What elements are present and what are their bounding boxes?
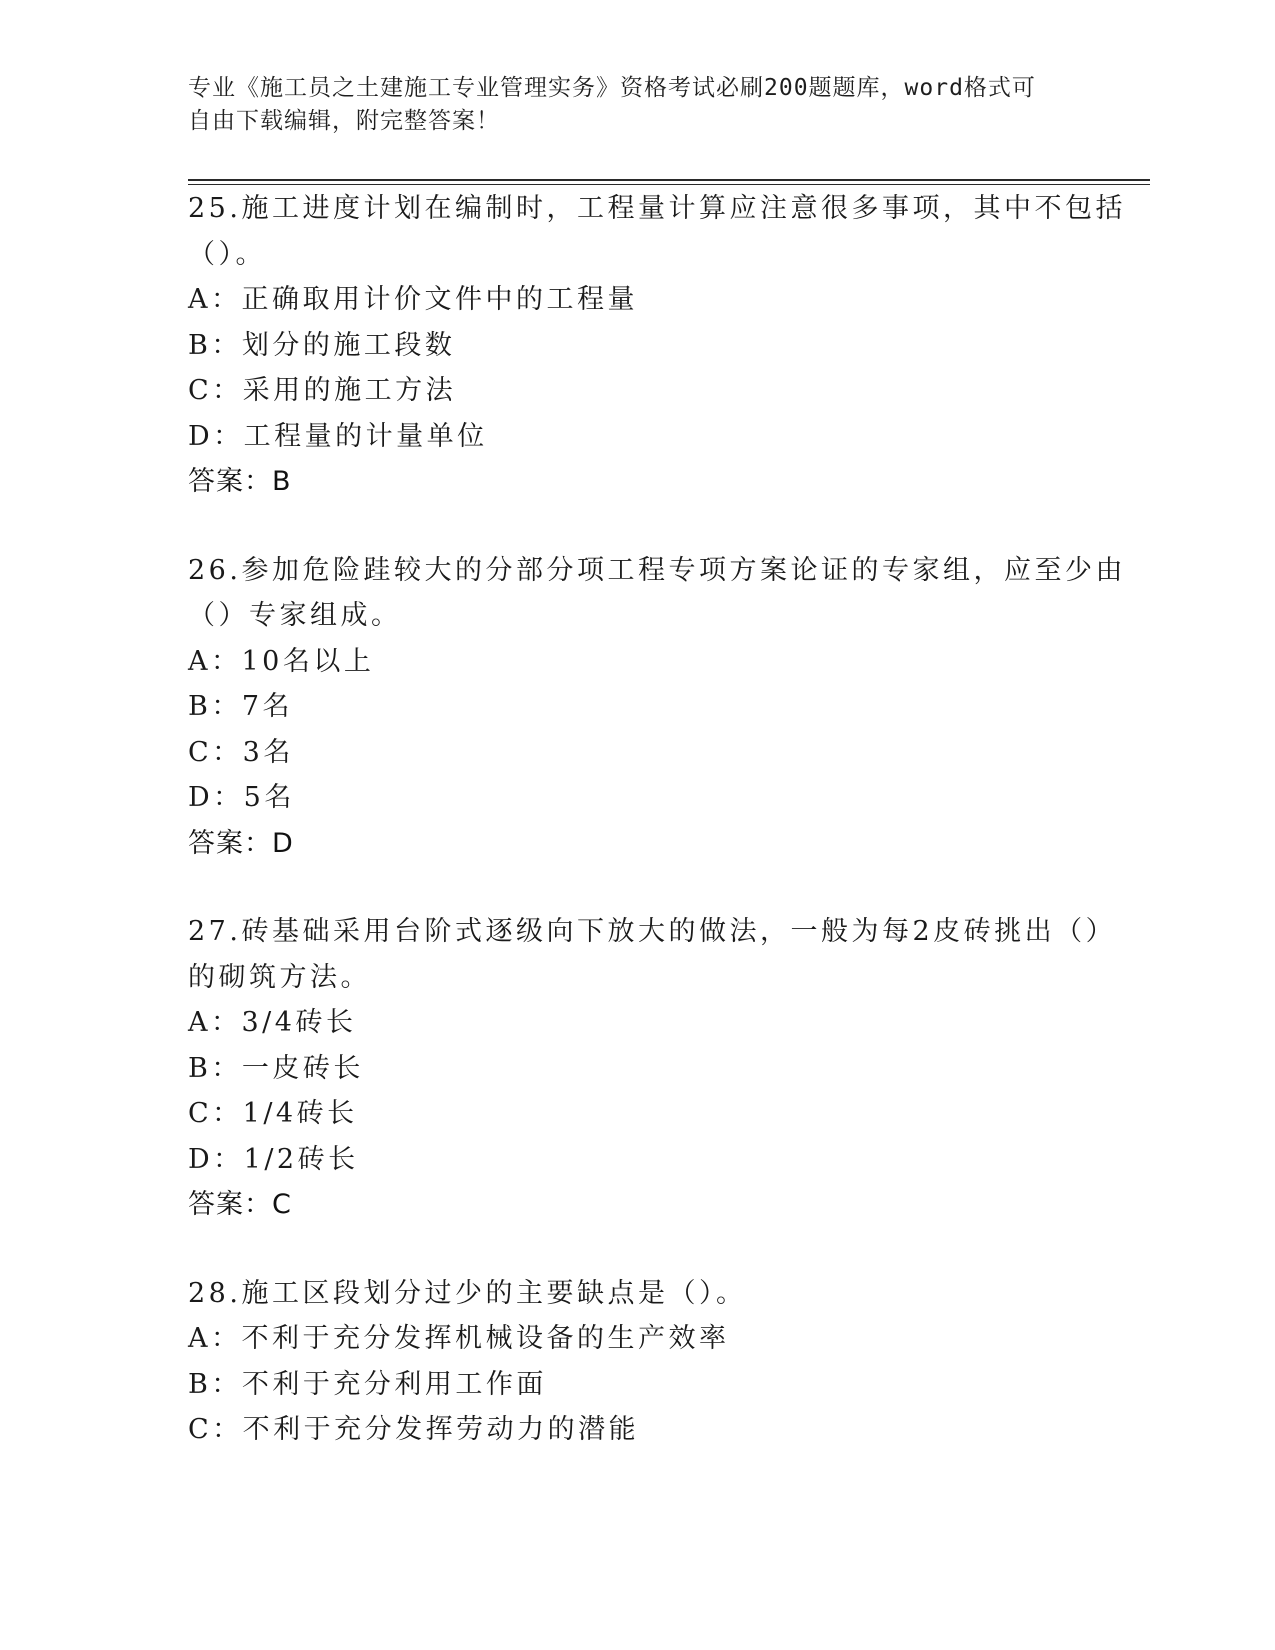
option-d: D：工程量的计量单位 <box>188 420 488 452</box>
header-divider-thin <box>188 184 1150 185</box>
option-a: A：正确取用计价文件中的工程量 <box>188 284 638 315</box>
question-27 <box>188 909 1117 1228</box>
option-a: A：10名以上 <box>188 645 375 677</box>
question-stem-line-1: 28.施工区段划分过少的主要缺点是（）。 <box>188 1277 747 1309</box>
question-stem-line-2: （）专家组成。 <box>188 600 402 631</box>
question-25 <box>188 186 1126 505</box>
question-26 <box>188 548 1126 867</box>
option-b: B：一皮砖长 <box>188 1052 364 1084</box>
option-d: D：5名 <box>188 782 295 813</box>
option-c: C：1/4砖长 <box>188 1098 358 1129</box>
question-list <box>188 186 1126 1496</box>
option-a: A：不利于充分发挥机械设备的生产效率 <box>188 1323 730 1354</box>
header-title-line-2: 自由下载编辑，附完整答案！ <box>188 108 500 134</box>
question-stem-line-1: 25.施工进度计划在编制时，工程量计算应注意很多事项，其中不包括 <box>188 193 1126 224</box>
answer-line: 答案：C <box>188 1189 292 1220</box>
option-b: B：7名 <box>188 691 294 722</box>
question-stem-line-1: 26.参加危险跬较大的分部分项工程专项方案论证的专家组，应至少由 <box>188 554 1126 586</box>
option-c: C：采用的施工方法 <box>188 375 457 406</box>
option-b: B：划分的施工段数 <box>188 329 456 361</box>
option-c: C：不利于充分发挥劳动力的潜能 <box>188 1414 640 1445</box>
option-b: B：不利于充分利用工作面 <box>188 1368 547 1400</box>
option-c: C：3名 <box>188 736 294 768</box>
question-stem-line-1: 27.砖基础采用台阶式逐级向下放大的做法，一般为每2皮砖挑出（） <box>188 916 1117 947</box>
option-a: A：3/4砖长 <box>188 1007 357 1038</box>
header-title-line-1: 专业《施工员之土建施工专业管理实务》资格考试必刷200题题库，word格式可 <box>188 75 1036 101</box>
answer-line: 答案：D <box>188 827 294 859</box>
option-d: D：1/2砖长 <box>188 1143 359 1175</box>
document-header <box>188 72 1068 138</box>
question-28 <box>188 1271 1088 1453</box>
question-stem-line-2: 的砌筑方法。 <box>188 961 371 993</box>
question-stem-line-2: （）。 <box>188 238 266 270</box>
header-divider-thick <box>188 179 1150 181</box>
answer-line: 答案：B <box>188 466 292 497</box>
